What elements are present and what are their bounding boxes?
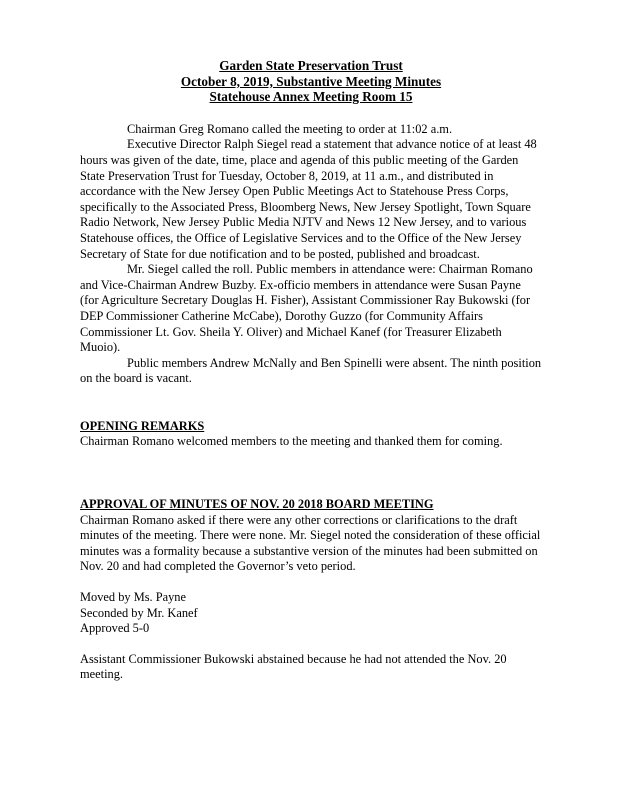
abstention-note: Assistant Commissioner Bukowski abstained because he had not attended the Nov. 20 meeting. bbox=[80, 651, 507, 682]
title-organization: Garden State Preservation Trust bbox=[219, 58, 403, 73]
seconded-by-line: Seconded by Mr. Kanef bbox=[80, 605, 198, 620]
title-location: Statehouse Annex Meeting Room 15 bbox=[209, 89, 413, 105]
absent-members-paragraph: Public members Andrew McNally and Ben Spinelli were absent. The ninth position on the board is vacant. bbox=[80, 355, 542, 386]
call-to-order-paragraph: Chairman Greg Romano called the meeting to order at 11:02 a.m. bbox=[127, 121, 453, 136]
approval-minutes-heading: APPROVAL OF MINUTES OF NOV. 20 2018 BOARD MEETING bbox=[80, 497, 434, 512]
document-title bbox=[80, 58, 542, 105]
title-meeting-date: October 8, 2019, Substantive Meeting Minutes bbox=[180, 73, 442, 89]
opening-remarks-text: Chairman Romano welcomed members to the meeting and thanked them for coming. bbox=[80, 434, 503, 449]
document-page bbox=[80, 58, 542, 683]
opening-remarks-heading: OPENING REMARKS bbox=[80, 418, 205, 433]
vote-result-line: Approved 5-0 bbox=[80, 621, 150, 636]
moved-by-line: Moved by Ms. Payne bbox=[80, 590, 187, 605]
roll-call-paragraph: Mr. Siegel called the roll. Public members in attendance were: Chairman Romano and Vice-Chairman Andrew Buzby. Ex-officio members in attendance were Susan Payne (for Agriculture Secretary Douglas H. Fisher), Assistant Commissioner Ray Bukowski (for DEP Commissioner Catherine McCabe), Dorothy Guzzo (for Community Affairs Commissioner Lt. Gov. Sheila Y. Oliver) and Michael Kanef (for Treasurer Elizabeth Muoio). bbox=[80, 262, 533, 355]
approval-minutes-text: Chairman Romano asked if there were any other corrections or clarifications to the draft minutes of the meeting. There were none. Mr. Siegel noted the consideration of these official minutes was a formality because a substantive version of the minutes had been submitted on Nov. 20 and had completed the Governor’s veto period. bbox=[80, 512, 541, 574]
notice-paragraph: Executive Director Ralph Siegel read a statement that advance notice of at least 48 hours was given of the date, time, place and agenda of this public meeting of the Garden State Preservation Trust for Tuesday, October 8, 2019, at 11 a.m., and distributed in accordance with the New Jersey Open Public Meetings Act to Statehouse Press Corps, specifically to the Associated Press, Bloomberg News, New Jersey Spotlight, Town Square Radio Network, New Jersey Public Media NJTV and News 12 New Jersey, and to various Statehouse offices, the Office of Legislative Services and to the Office of the New Jersey Secretary of State for due notification and to be posted, published and broadcast. bbox=[80, 137, 537, 261]
